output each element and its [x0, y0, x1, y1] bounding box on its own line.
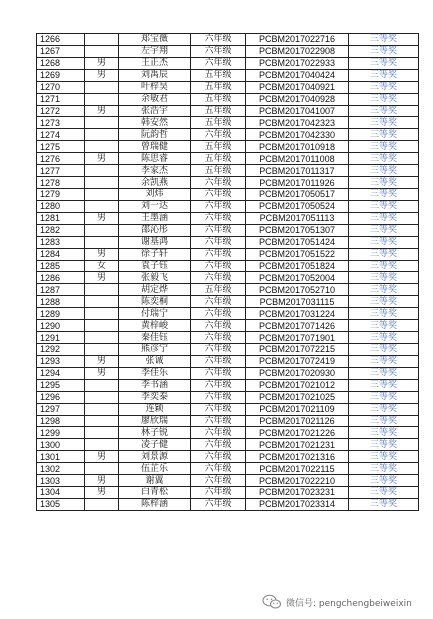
cell-grade: 六年级: [191, 177, 246, 189]
cell-name: 叶梓昊: [119, 81, 191, 93]
cell-code: PCBM2017072419: [246, 355, 349, 367]
cell-gender: [85, 391, 119, 403]
cell-award: 三等奖: [349, 141, 419, 153]
cell-name: 刘一达: [119, 200, 191, 212]
cell-gender: [85, 403, 119, 415]
award-table-body: [37, 34, 419, 511]
cell-code: PCBM2017011008: [246, 153, 349, 165]
cell-code: PCBM2017021025: [246, 391, 349, 403]
cell-id: 1283: [37, 236, 85, 248]
cell-gender: [85, 463, 119, 475]
cell-award: 三等奖: [349, 236, 419, 248]
cell-id: 1276: [37, 153, 85, 165]
cell-grade: 六年级: [191, 463, 246, 475]
table-row: [37, 451, 419, 463]
cell-id: 1284: [37, 248, 85, 260]
cell-id: 1293: [37, 355, 85, 367]
cell-award: 三等奖: [349, 117, 419, 129]
cell-grade: 六年级: [191, 308, 246, 320]
cell-id: 1268: [37, 57, 85, 69]
cell-name: 张诚: [119, 355, 191, 367]
cell-grade: 六年级: [191, 343, 246, 355]
cell-id: 1286: [37, 272, 85, 284]
cell-name: 连颖: [119, 403, 191, 415]
cell-award: 三等奖: [349, 165, 419, 177]
cell-gender: [85, 284, 119, 296]
cell-code: PCBM2017021109: [246, 403, 349, 415]
cell-award: 三等奖: [349, 177, 419, 189]
cell-grade: 六年级: [191, 212, 246, 224]
cell-award: 三等奖: [349, 129, 419, 141]
cell-id: 1298: [37, 415, 85, 427]
cell-id: 1296: [37, 391, 85, 403]
cell-gender: [85, 93, 119, 105]
cell-gender: [85, 308, 119, 320]
table-row: [37, 57, 419, 69]
cell-id: 1285: [37, 260, 85, 272]
table-row: [37, 284, 419, 296]
cell-award: 三等奖: [349, 34, 419, 46]
cell-award: 三等奖: [349, 188, 419, 200]
table-row: [37, 379, 419, 391]
cell-code: PCBM2017031224: [246, 308, 349, 320]
cell-name: 徐子轩: [119, 248, 191, 260]
cell-code: PCBM2017021012: [246, 379, 349, 391]
cell-grade: 六年级: [191, 224, 246, 236]
cell-id: 1282: [37, 224, 85, 236]
cell-grade: 五年级: [191, 81, 246, 93]
cell-gender: 女: [85, 260, 119, 272]
cell-code: PCBM2017051824: [246, 260, 349, 272]
cell-code: PCBM2017031115: [246, 296, 349, 308]
cell-id: 1273: [37, 117, 85, 129]
cell-id: 1274: [37, 129, 85, 141]
cell-name: 林子锐: [119, 427, 191, 439]
cell-award: 三等奖: [349, 403, 419, 415]
table-row: [37, 296, 419, 308]
table-row: [37, 260, 419, 272]
table-row: [37, 308, 419, 320]
table-row: [37, 153, 419, 165]
table-row: [37, 129, 419, 141]
cell-grade: 六年级: [191, 475, 246, 487]
cell-id: 1267: [37, 45, 85, 57]
cell-award: 三等奖: [349, 451, 419, 463]
table-row: [37, 212, 419, 224]
cell-award: 三等奖: [349, 69, 419, 81]
table-row: [37, 391, 419, 403]
cell-grade: 六年级: [191, 260, 246, 272]
cell-gender: [85, 129, 119, 141]
cell-award: 三等奖: [349, 153, 419, 165]
award-table: [36, 33, 419, 511]
cell-code: PCBM2017040424: [246, 69, 349, 81]
cell-name: 陈奕桐: [119, 296, 191, 308]
cell-gender: 男: [85, 57, 119, 69]
cell-grade: 五年级: [191, 93, 246, 105]
cell-grade: 六年级: [191, 188, 246, 200]
cell-grade: 六年级: [191, 129, 246, 141]
cell-name: 韩安然: [119, 117, 191, 129]
cell-name: 王正杰: [119, 57, 191, 69]
cell-grade: 六年级: [191, 200, 246, 212]
cell-grade: 六年级: [191, 248, 246, 260]
cell-code: PCBM2017021231: [246, 439, 349, 451]
cell-grade: 六年级: [191, 45, 246, 57]
cell-grade: 六年级: [191, 451, 246, 463]
cell-grade: 五年级: [191, 165, 246, 177]
cell-code: PCBM2017040928: [246, 93, 349, 105]
table-row: [37, 141, 419, 153]
cell-grade: 六年级: [191, 236, 246, 248]
cell-code: PCBM2017022716: [246, 34, 349, 46]
cell-code: PCBM2017051307: [246, 224, 349, 236]
table-row: [37, 320, 419, 332]
cell-gender: 男: [85, 105, 119, 117]
cell-gender: [85, 296, 119, 308]
cell-award: 三等奖: [349, 332, 419, 344]
cell-award: 三等奖: [349, 45, 419, 57]
cell-gender: [85, 224, 119, 236]
cell-id: 1278: [37, 177, 85, 189]
cell-grade: 六年级: [191, 415, 246, 427]
cell-gender: 男: [85, 475, 119, 487]
cell-id: 1299: [37, 427, 85, 439]
cell-gender: [85, 141, 119, 153]
cell-id: 1305: [37, 498, 85, 510]
cell-id: 1281: [37, 212, 85, 224]
cell-award: 三等奖: [349, 487, 419, 499]
cell-gender: 男: [85, 487, 119, 499]
cell-id: 1291: [37, 332, 85, 344]
cell-award: 三等奖: [349, 439, 419, 451]
cell-id: 1289: [37, 308, 85, 320]
cell-gender: [85, 45, 119, 57]
cell-name: 左宇翔: [119, 45, 191, 57]
cell-code: PCBM2017022210: [246, 475, 349, 487]
cell-grade: 六年级: [191, 498, 246, 510]
cell-id: 1290: [37, 320, 85, 332]
cell-id: 1275: [37, 141, 85, 153]
cell-id: 1300: [37, 439, 85, 451]
cell-id: 1270: [37, 81, 85, 93]
table-row: [37, 177, 419, 189]
cell-name: 刘景源: [119, 451, 191, 463]
cell-award: 三等奖: [349, 212, 419, 224]
cell-code: PCBM2017021126: [246, 415, 349, 427]
cell-id: 1280: [37, 200, 85, 212]
cell-code: PCBM2017040921: [246, 81, 349, 93]
cell-name: 李奕泰: [119, 391, 191, 403]
table-row: [37, 272, 419, 284]
cell-code: PCBM2017042330: [246, 129, 349, 141]
cell-award: 三等奖: [349, 296, 419, 308]
cell-code: PCBM2017020930: [246, 367, 349, 379]
cell-name: 伍芷乐: [119, 463, 191, 475]
cell-id: 1277: [37, 165, 85, 177]
cell-code: PCBM2017011317: [246, 165, 349, 177]
cell-grade: 五年级: [191, 153, 246, 165]
cell-code: PCBM2017071901: [246, 332, 349, 344]
cell-name: 刘禹辰: [119, 69, 191, 81]
cell-award: 三等奖: [349, 320, 419, 332]
cell-code: PCBM2017041007: [246, 105, 349, 117]
cell-grade: 六年级: [191, 296, 246, 308]
cell-id: 1302: [37, 463, 85, 475]
cell-award: 三等奖: [349, 57, 419, 69]
cell-code: PCBM2017050517: [246, 188, 349, 200]
cell-gender: [85, 427, 119, 439]
cell-gender: 男: [85, 272, 119, 284]
table-row: [37, 200, 419, 212]
cell-grade: 六年级: [191, 487, 246, 499]
cell-id: 1297: [37, 403, 85, 415]
cell-gender: [85, 320, 119, 332]
table-row: [37, 355, 419, 367]
cell-id: 1288: [37, 296, 85, 308]
cell-code: PCBM2017051522: [246, 248, 349, 260]
cell-grade: 六年级: [191, 403, 246, 415]
cell-name: 李家杰: [119, 165, 191, 177]
cell-name: 胡定烨: [119, 284, 191, 296]
cell-gender: [85, 188, 119, 200]
table-row: [37, 403, 419, 415]
cell-gender: 男: [85, 248, 119, 260]
cell-grade: 五年级: [191, 141, 246, 153]
table-row: [37, 34, 419, 46]
cell-code: PCBM2017021316: [246, 451, 349, 463]
table-row: [37, 248, 419, 260]
cell-grade: 六年级: [191, 355, 246, 367]
cell-name: 张浩宇: [119, 105, 191, 117]
cell-name: 秦佳钰: [119, 332, 191, 344]
cell-name: 陈思睿: [119, 153, 191, 165]
cell-gender: [85, 439, 119, 451]
cell-name: 陈梓涵: [119, 498, 191, 510]
cell-name: 邵沁彤: [119, 224, 191, 236]
cell-code: PCBM2017021226: [246, 427, 349, 439]
cell-grade: 六年级: [191, 379, 246, 391]
cell-grade: 六年级: [191, 34, 246, 46]
cell-gender: [85, 332, 119, 344]
table-row: [37, 332, 419, 344]
table-row: [37, 475, 419, 487]
cell-name: 李佳乐: [119, 367, 191, 379]
cell-code: PCBM2017022908: [246, 45, 349, 57]
table-row: [37, 45, 419, 57]
cell-name: 刘炜: [119, 188, 191, 200]
cell-code: PCBM2017022933: [246, 57, 349, 69]
cell-code: PCBM2017022115: [246, 463, 349, 475]
cell-award: 三等奖: [349, 367, 419, 379]
cell-award: 三等奖: [349, 475, 419, 487]
cell-grade: 五年级: [191, 69, 246, 81]
cell-award: 三等奖: [349, 260, 419, 272]
cell-name: 郑宝薇: [119, 34, 191, 46]
cell-id: 1295: [37, 379, 85, 391]
cell-name: 谢翼: [119, 475, 191, 487]
cell-grade: 六年级: [191, 332, 246, 344]
cell-award: 三等奖: [349, 463, 419, 475]
cell-gender: [85, 81, 119, 93]
cell-award: 三等奖: [349, 284, 419, 296]
cell-code: PCBM2017051424: [246, 236, 349, 248]
cell-name: 李书涵: [119, 379, 191, 391]
cell-award: 三等奖: [349, 93, 419, 105]
table-row: [37, 81, 419, 93]
cell-gender: [85, 379, 119, 391]
table-row: [37, 343, 419, 355]
cell-name: 黄梓峻: [119, 320, 191, 332]
cell-gender: [85, 343, 119, 355]
cell-grade: 六年级: [191, 320, 246, 332]
cell-name: 余凯燕: [119, 177, 191, 189]
cell-grade: 五年级: [191, 284, 246, 296]
table-row: [37, 439, 419, 451]
cell-award: 三等奖: [349, 379, 419, 391]
cell-award: 三等奖: [349, 427, 419, 439]
table-row: [37, 224, 419, 236]
cell-code: PCBM2017072215: [246, 343, 349, 355]
cell-code: PCBM2017052710: [246, 284, 349, 296]
cell-code: PCBM2017052004: [246, 272, 349, 284]
table-row: [37, 487, 419, 499]
cell-name: 袁子钰: [119, 260, 191, 272]
cell-grade: 六年级: [191, 367, 246, 379]
cell-grade: 六年级: [191, 391, 246, 403]
cell-name: 王墨涵: [119, 212, 191, 224]
cell-gender: 男: [85, 451, 119, 463]
table-row: [37, 427, 419, 439]
table-row: [37, 69, 419, 81]
table-row: [37, 367, 419, 379]
table-row: [37, 498, 419, 510]
cell-award: 三等奖: [349, 105, 419, 117]
table-row: [37, 415, 419, 427]
cell-gender: [85, 34, 119, 46]
cell-gender: [85, 165, 119, 177]
watermark: [262, 593, 412, 611]
cell-id: 1271: [37, 93, 85, 105]
cell-id: 1279: [37, 188, 85, 200]
wechat-icon: [262, 594, 282, 610]
cell-grade: 六年级: [191, 272, 246, 284]
cell-award: 三等奖: [349, 343, 419, 355]
cell-name: 凌子健: [119, 439, 191, 451]
cell-gender: [85, 498, 119, 510]
cell-gender: [85, 415, 119, 427]
cell-id: 1272: [37, 105, 85, 117]
cell-id: 1304: [37, 487, 85, 499]
cell-gender: 男: [85, 355, 119, 367]
cell-gender: [85, 177, 119, 189]
cell-award: 三等奖: [349, 355, 419, 367]
table-row: [37, 165, 419, 177]
cell-code: PCBM2017023314: [246, 498, 349, 510]
cell-id: 1269: [37, 69, 85, 81]
cell-name: 廖欣瑞: [119, 415, 191, 427]
cell-name: 张毅飞: [119, 272, 191, 284]
cell-award: 三等奖: [349, 415, 419, 427]
cell-id: 1294: [37, 367, 85, 379]
cell-gender: 男: [85, 153, 119, 165]
table-row: [37, 117, 419, 129]
cell-id: 1292: [37, 343, 85, 355]
cell-code: PCBM2017051113: [246, 212, 349, 224]
table-row: [37, 188, 419, 200]
cell-award: 三等奖: [349, 81, 419, 93]
table-row: [37, 463, 419, 475]
table-row: [37, 105, 419, 117]
cell-grade: 六年级: [191, 439, 246, 451]
cell-code: PCBM2017011926: [246, 177, 349, 189]
cell-id: 1301: [37, 451, 85, 463]
cell-name: 谢基鸿: [119, 236, 191, 248]
cell-name: 付瑞宁: [119, 308, 191, 320]
cell-id: 1303: [37, 475, 85, 487]
cell-award: 三等奖: [349, 272, 419, 284]
cell-name: 余敏君: [119, 93, 191, 105]
cell-code: PCBM2017050524: [246, 200, 349, 212]
cell-grade: 五年级: [191, 117, 246, 129]
cell-code: PCBM2017010918: [246, 141, 349, 153]
table-row: [37, 236, 419, 248]
cell-gender: [85, 200, 119, 212]
cell-grade: 六年级: [191, 57, 246, 69]
cell-gender: [85, 236, 119, 248]
cell-code: PCBM2017071426: [246, 320, 349, 332]
cell-award: 三等奖: [349, 308, 419, 320]
cell-id: 1287: [37, 284, 85, 296]
cell-name: 熊彦宁: [119, 343, 191, 355]
watermark-text: 微信号: pengchengbeiweixin: [286, 598, 412, 609]
table-row: [37, 93, 419, 105]
cell-gender: 男: [85, 367, 119, 379]
cell-award: 三等奖: [349, 200, 419, 212]
cell-name: 白青松: [119, 487, 191, 499]
cell-gender: 男: [85, 212, 119, 224]
cell-grade: 六年级: [191, 427, 246, 439]
cell-award: 三等奖: [349, 391, 419, 403]
cell-award: 三等奖: [349, 248, 419, 260]
cell-award: 三等奖: [349, 498, 419, 510]
cell-gender: [85, 117, 119, 129]
cell-grade: 五年级: [191, 105, 246, 117]
cell-code: PCBM2017023231: [246, 487, 349, 499]
cell-code: PCBM2017042323: [246, 117, 349, 129]
cell-name: 曾瑞健: [119, 141, 191, 153]
cell-gender: 男: [85, 69, 119, 81]
cell-name: 阮韵哲: [119, 129, 191, 141]
cell-id: 1266: [37, 34, 85, 46]
cell-award: 三等奖: [349, 224, 419, 236]
